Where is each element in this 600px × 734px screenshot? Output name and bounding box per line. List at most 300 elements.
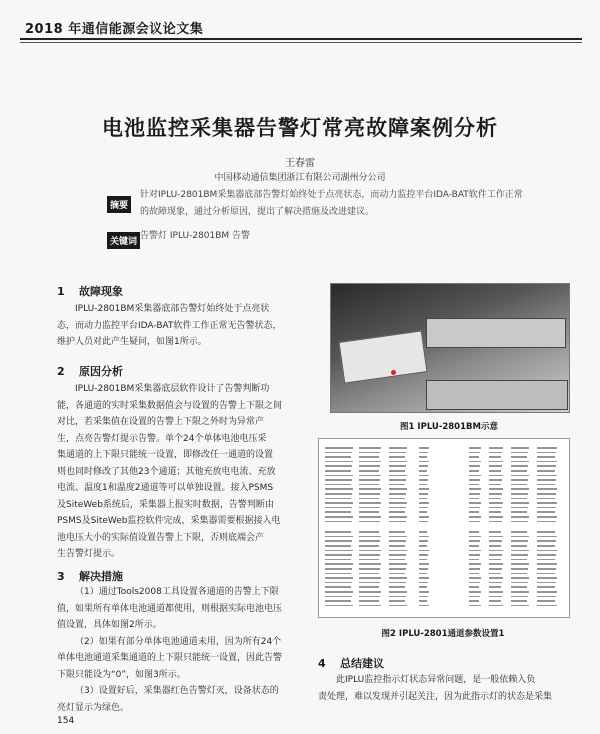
table-cell-text: [389, 600, 405, 602]
table-cell-text: [419, 502, 429, 504]
table-cell-text: [325, 531, 351, 533]
table-cell-text: [419, 536, 429, 538]
table-cell-text: [419, 475, 429, 477]
table-cell-text: [389, 550, 407, 552]
table-cell-text: [389, 586, 405, 588]
table-cell-text: [469, 447, 481, 449]
figure-2-parameter-table: [318, 438, 570, 618]
table-cell-text: [537, 488, 557, 490]
table-cell-text: [489, 484, 501, 486]
table-cell-text: [489, 465, 502, 467]
table-cell-text: [359, 452, 380, 454]
table-cell-text: [469, 582, 480, 584]
table-cell-text: [325, 470, 351, 472]
table-cell-text: [537, 502, 557, 504]
section-1-body: IPLU-2801BM采集器底部告警灯始终处于点亮状 态，而动力监控平台IDA-BAT软件工作正常无告警状态， 维护人员对此产生疑问，如图1所示。: [57, 304, 282, 347]
table-cell-text: [325, 573, 351, 575]
table-cell-text: [359, 484, 379, 486]
table-cell-text: [511, 568, 528, 570]
table-cell-text: [389, 475, 407, 477]
table-cell-text: [469, 488, 481, 490]
table-cell-text: [537, 447, 557, 449]
table-cell-text: [359, 447, 381, 449]
iplu-collector-unit: [338, 330, 427, 383]
table-cell-text: [419, 493, 428, 495]
table-cell-text: [325, 605, 353, 607]
table-cell-text: [359, 582, 380, 584]
table-cell-text: [359, 456, 379, 458]
section-2-heading: 2 原因分析: [57, 365, 123, 378]
table-cell-text: [389, 596, 406, 598]
table-cell-text: [389, 536, 407, 538]
table-cell-text: [419, 605, 429, 607]
table-cell-text: [469, 577, 481, 579]
table-cell-text: [489, 568, 502, 570]
table-cell-text: [469, 563, 481, 565]
table-cell-text: [359, 605, 381, 607]
table-cell-text: [469, 452, 480, 454]
table-cell-text: [419, 456, 427, 458]
table-cell-text: [389, 502, 407, 504]
table-cell-text: [325, 586, 351, 588]
table-cell-text: [537, 545, 555, 547]
table-cell-text: [511, 507, 528, 509]
table-cell-text: [419, 554, 428, 556]
table-cell-text: [469, 600, 479, 602]
table-cell-text: [489, 521, 502, 523]
table-cell-text: [325, 456, 351, 458]
table-cell-text: [325, 545, 351, 547]
table-cell-text: [469, 511, 479, 513]
table-cell-text: [389, 498, 405, 500]
table-cell-text: [359, 577, 381, 579]
table-cell-text: [537, 531, 555, 533]
table-cell-text: [511, 577, 529, 579]
table-cell-text: [419, 488, 429, 490]
table-cell-text: [469, 465, 480, 467]
table-cell-text: [511, 470, 527, 472]
table-cell-text: [469, 605, 481, 607]
table-cell-text: [537, 475, 557, 477]
table-cell-text: [389, 465, 406, 467]
table-cell-text: [419, 447, 429, 449]
table-cell-text: [469, 596, 480, 598]
table-cell-text: [537, 493, 556, 495]
table-cell-text: [359, 511, 379, 513]
section-1-heading: 1 故障现象: [57, 285, 123, 298]
table-cell-text: [489, 591, 503, 593]
table-cell-text: [537, 511, 555, 513]
table-cell-text: [489, 456, 501, 458]
table-cell-text: [389, 605, 407, 607]
table-cell-text: [325, 447, 353, 449]
table-cell-text: [419, 550, 429, 552]
table-cell-text: [511, 493, 528, 495]
table-cell-text: [537, 605, 557, 607]
table-cell-text: [389, 488, 407, 490]
table-cell-text: [419, 545, 427, 547]
section-3-body: （1）通过Tools2008工具设置各通道的告警上下限 值，如果所有单体电池通道都使用，则根据实际电池电压 值设置，具体如图2所示。 （2）如果有部分单体电池通道未用，因为所有24个 单体电池通道采集通道的上下限只能统一设置，因此告警 下限只能设为“0”，如图3所示。 （3）设置好后，采集器红色告警灯灭，设备状态的 亮灯显示为绿色。: [57, 587, 283, 713]
table-cell-text: [511, 447, 529, 449]
table-cell-text: [389, 461, 407, 463]
table-cell-text: [537, 516, 557, 518]
table-cell-text: [419, 591, 429, 593]
table-cell-text: [489, 470, 501, 472]
table-cell-text: [325, 488, 353, 490]
table-cell-text: [389, 484, 405, 486]
table-cell-text: [419, 511, 427, 513]
table-cell-text: [359, 540, 380, 542]
table-cell-text: [359, 554, 380, 556]
table-cell-text: [389, 582, 406, 584]
table-cell-text: [325, 493, 352, 495]
table-cell-text: [359, 586, 379, 588]
table-cell-text: [511, 554, 528, 556]
table-cell-text: [511, 550, 529, 552]
table-cell-text: [511, 498, 527, 500]
table-cell-text: [325, 465, 352, 467]
table-cell-text: [489, 536, 503, 538]
table-cell-text: [419, 507, 428, 509]
table-cell-text: [489, 461, 503, 463]
table-cell-text: [469, 502, 481, 504]
table-cell-text: [389, 470, 405, 472]
table-cell-text: [389, 511, 405, 513]
table-cell-text: [359, 536, 381, 538]
table-cell-text: [389, 540, 406, 542]
section-4-heading: 4 总结建议: [318, 657, 384, 670]
table-cell-text: [489, 554, 502, 556]
figure-1-caption: 图1 IPLU-2801BM示意: [400, 422, 498, 432]
table-cell-text: [359, 550, 381, 552]
table-cell-text: [389, 577, 407, 579]
article-author: 王春雷: [285, 158, 315, 169]
abstract-line: 的故障现象，通过分析原因，提出了解决措施及改进建议。: [140, 207, 375, 217]
table-cell-text: [511, 563, 529, 565]
table-cell-text: [469, 479, 480, 481]
section-3-heading: 3 解决措施: [57, 570, 123, 583]
table-cell-text: [537, 559, 555, 561]
table-cell-text: [359, 516, 381, 518]
table-cell-text: [537, 540, 556, 542]
table-cell-text: [511, 586, 527, 588]
table-cell-text: [325, 568, 352, 570]
table-cell-text: [489, 573, 501, 575]
page-number: 154: [57, 716, 75, 726]
table-cell-text: [359, 488, 381, 490]
table-cell-text: [511, 475, 529, 477]
table-cell-text: [419, 484, 427, 486]
table-cell-text: [537, 452, 556, 454]
table-cell-text: [511, 605, 529, 607]
table-cell-text: [469, 461, 481, 463]
table-cell-text: [359, 507, 380, 509]
table-cell-text: [537, 479, 556, 481]
table-cell-text: [489, 582, 502, 584]
table-cell-text: [537, 568, 556, 570]
table-cell-text: [469, 531, 479, 533]
table-cell-text: [489, 498, 501, 500]
table-cell-text: [389, 568, 406, 570]
table-cell-text: [537, 461, 557, 463]
table-cell-text: [359, 479, 380, 481]
table-cell-text: [419, 596, 428, 598]
table-cell-text: [469, 507, 480, 509]
table-cell-text: [359, 475, 381, 477]
table-cell-text: [325, 577, 353, 579]
table-cell-text: [469, 521, 480, 523]
table-cell-text: [489, 452, 502, 454]
table-cell-text: [469, 591, 481, 593]
section-4-body: 此IPLU监控指示灯状态异常问题，是一般依赖入负 责处理，难以发现并引起关注，因为此指示灯的状态是采集: [318, 675, 553, 702]
table-cell-text: [419, 465, 428, 467]
table-cell-text: [469, 559, 479, 561]
table-cell-text: [469, 550, 481, 552]
table-cell-text: [489, 540, 502, 542]
table-cell-text: [389, 456, 405, 458]
table-cell-text: [489, 488, 503, 490]
table-cell-text: [325, 511, 351, 513]
table-cell-text: [325, 536, 353, 538]
table-cell-text: [419, 568, 428, 570]
table-cell-text: [537, 582, 556, 584]
table-cell-text: [537, 596, 556, 598]
table-cell-text: [511, 465, 528, 467]
table-cell-text: [389, 452, 406, 454]
table-cell-text: [469, 516, 481, 518]
table-cell-text: [419, 586, 427, 588]
table-cell-text: [489, 447, 503, 449]
table-cell-text: [511, 596, 528, 598]
table-cell-text: [489, 475, 503, 477]
table-cell-text: [359, 573, 379, 575]
table-cell-text: [419, 470, 427, 472]
equipment-panel: [426, 318, 566, 348]
table-cell-text: [419, 452, 428, 454]
table-cell-text: [537, 470, 555, 472]
table-cell-text: [419, 573, 427, 575]
table-cell-text: [389, 573, 405, 575]
table-cell-text: [325, 452, 352, 454]
table-cell-text: [511, 545, 527, 547]
keywords-text: 告警灯 IPLU-2801BM 告警: [140, 231, 251, 241]
table-cell-text: [389, 521, 406, 523]
table-cell-text: [511, 461, 529, 463]
table-cell-text: [325, 479, 352, 481]
table-cell-text: [359, 563, 381, 565]
table-cell-text: [469, 493, 480, 495]
table-cell-text: [489, 502, 503, 504]
table-cell-text: [537, 563, 557, 565]
table-cell-text: [489, 563, 503, 565]
table-cell-text: [537, 484, 555, 486]
table-cell-text: [489, 577, 503, 579]
table-cell-text: [325, 559, 351, 561]
alarm-light-icon: [391, 370, 396, 375]
table-cell-text: [489, 559, 501, 561]
table-cell-text: [511, 488, 529, 490]
table-cell-text: [511, 479, 528, 481]
table-cell-text: [511, 521, 528, 523]
table-cell-text: [419, 516, 429, 518]
table-cell-text: [389, 447, 407, 449]
table-cell-text: [389, 531, 405, 533]
table-cell-text: [419, 559, 427, 561]
table-cell-text: [469, 456, 479, 458]
table-cell-text: [325, 582, 352, 584]
table-cell-text: [359, 493, 380, 495]
table-cell-text: [419, 600, 427, 602]
table-cell-text: [469, 540, 480, 542]
table-cell-text: [489, 545, 501, 547]
table-cell-text: [511, 511, 527, 513]
table-cell-text: [469, 568, 480, 570]
table-cell-text: [325, 484, 351, 486]
table-cell-text: [469, 545, 479, 547]
table-cell-text: [489, 516, 503, 518]
table-cell-text: [511, 591, 529, 593]
table-cell-text: [359, 600, 379, 602]
table-cell-text: [537, 521, 556, 523]
equipment-panel-lower: [426, 380, 568, 410]
table-cell-text: [537, 573, 555, 575]
table-cell-text: [511, 536, 529, 538]
table-cell-text: [511, 531, 527, 533]
table-cell-text: [419, 521, 428, 523]
table-cell-text: [389, 545, 405, 547]
abstract-line: 针对IPLU-2801BM采集器底部告警灯始终处于点亮状态，而动力监控平台IDA-BAT软件工作正常: [140, 190, 523, 200]
table-cell-text: [489, 586, 501, 588]
header-rule-thin: [20, 42, 582, 43]
table-cell-text: [419, 540, 428, 542]
table-cell-text: [511, 600, 527, 602]
table-cell-text: [489, 511, 501, 513]
table-cell-text: [489, 600, 501, 602]
table-cell-text: [511, 540, 528, 542]
keywords-label: 关键词: [107, 232, 140, 249]
table-cell-text: [325, 516, 353, 518]
table-cell-text: [359, 559, 379, 561]
article-title: 电池监控采集器告警灯常亮故障案例分析: [102, 116, 498, 140]
table-cell-text: [489, 605, 503, 607]
table-cell-text: [537, 600, 555, 602]
table-cell-text: [469, 586, 479, 588]
table-cell-text: [419, 498, 427, 500]
table-cell-text: [511, 502, 529, 504]
section-2-body: IPLU-2801BM采集器底层软件设计了告警判断功 能，各通道的实时采集数据值会与设置的告警上下限之间 对比，若采集值在设置的告警上下限之外时为异常产 生，点亮告警灯提示告警。单个24个单体电池电压采 集通道的上下限只能统一设置，即修改任一通道的设置 则也同时修改了其他23个通道；其他充放电电流、充放 电流、温度1和温度2通道等可以单独设置。接入PSMS 及SiteWeb系统后，采集器上报实时数据，告警判断由 PSMS及SiteWeb监控软件完成，采集器需要根据接入电 池电压大小的实际值设置告警上下限，否则底端会产 生告警灯提示。: [57, 384, 283, 559]
table-cell-text: [419, 479, 428, 481]
table-cell-text: [359, 498, 379, 500]
table-cell-text: [537, 536, 557, 538]
table-cell-text: [469, 536, 481, 538]
table-cell-text: [489, 479, 502, 481]
table-cell-text: [389, 591, 407, 593]
table-cell-text: [359, 531, 379, 533]
table-cell-text: [537, 456, 555, 458]
table-cell-text: [359, 502, 381, 504]
table-cell-text: [359, 470, 379, 472]
abstract-label: 摘要: [107, 196, 131, 213]
table-cell-text: [325, 600, 351, 602]
table-cell-text: [325, 554, 352, 556]
table-cell-text: [537, 507, 556, 509]
table-cell-text: [511, 484, 527, 486]
table-cell-text: [537, 465, 556, 467]
abstract-text: [140, 187, 560, 221]
table-cell-text: [325, 507, 352, 509]
table-cell-text: [469, 484, 479, 486]
table-cell-text: [325, 521, 352, 523]
table-cell-text: [389, 559, 405, 561]
table-cell-text: [419, 582, 428, 584]
table-cell-text: [359, 545, 379, 547]
table-cell-text: [469, 573, 479, 575]
table-cell-text: [389, 479, 406, 481]
table-cell-text: [537, 550, 557, 552]
table-cell-text: [419, 577, 429, 579]
table-cell-text: [359, 568, 380, 570]
table-cell-text: [489, 596, 502, 598]
figure-2-caption: 图2 IPLU-2801通道参数设置1: [381, 629, 505, 639]
table-cell-text: [325, 475, 353, 477]
table-cell-text: [489, 507, 502, 509]
figure-1-photo: [330, 283, 570, 413]
table-cell-text: [325, 461, 353, 463]
table-cell-text: [325, 563, 353, 565]
table-cell-text: [511, 452, 528, 454]
table-cell-text: [325, 550, 353, 552]
table-cell-text: [419, 461, 429, 463]
table-cell-text: [389, 563, 407, 565]
table-cell-text: [511, 559, 527, 561]
table-cell-text: [325, 540, 352, 542]
table-cell-text: [537, 554, 556, 556]
table-cell-text: [389, 493, 406, 495]
table-cell-text: [359, 465, 380, 467]
table-cell-text: [537, 577, 557, 579]
table-cell-text: [359, 591, 381, 593]
table-cell-text: [325, 596, 352, 598]
table-cell-text: [325, 498, 351, 500]
table-cell-text: [537, 591, 557, 593]
table-cell-text: [469, 470, 479, 472]
table-cell-text: [489, 493, 502, 495]
table-cell-text: [325, 591, 353, 593]
header-rule: [20, 38, 582, 40]
table-cell-text: [469, 475, 481, 477]
table-cell-text: [359, 461, 381, 463]
table-cell-text: [325, 502, 353, 504]
table-cell-text: [469, 498, 479, 500]
table-cell-text: [489, 531, 501, 533]
table-cell-text: [511, 573, 527, 575]
table-cell-text: [537, 586, 555, 588]
journal-header-title: 2018 年通信能源会议论文集: [25, 22, 204, 37]
table-cell-text: [537, 498, 555, 500]
table-cell-text: [389, 507, 406, 509]
table-cell-text: [511, 582, 528, 584]
article-affiliation: 中国移动通信集团浙江有限公司湖州分公司: [214, 173, 386, 183]
table-cell-text: [419, 563, 429, 565]
table-cell-text: [489, 550, 503, 552]
table-cell-text: [419, 531, 427, 533]
table-cell-text: [469, 554, 480, 556]
table-cell-text: [359, 596, 380, 598]
table-cell-text: [511, 516, 529, 518]
table-cell-text: [359, 521, 380, 523]
table-cell-text: [511, 456, 527, 458]
table-cell-text: [389, 516, 407, 518]
